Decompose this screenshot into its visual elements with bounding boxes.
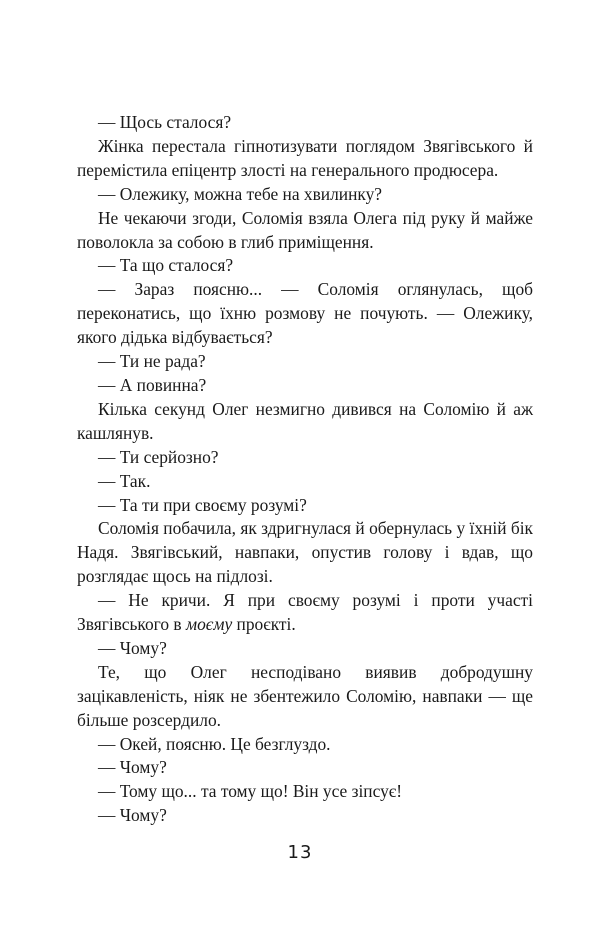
paragraph-text-before: — Не кричи. Я при своєму розумі і проти участі Звягівського в xyxy=(77,590,533,635)
paragraph: — Ти серйозно? xyxy=(98,446,219,467)
paragraph: — Тому що... та тому що! Він усе зіпсує! xyxy=(98,781,403,802)
paragraph: Соломія побачила, як здригнулася й обернулась у їхній бік Надя. Звягівський, навпаки, опустив голову і вдав, що розглядає щось на підлозі. xyxy=(77,518,533,587)
paragraph: — Зараз поясню... — Соломія оглянулась, щоб переконатись, що їхню розмову не почують. — Олежику, якого дідька відбувається? xyxy=(77,279,533,348)
paragraph: — Чому? xyxy=(98,757,167,778)
page-text xyxy=(77,111,533,828)
paragraph: — Та ти при своєму розумі? xyxy=(98,494,307,515)
paragraph-text-after: проєкті. xyxy=(232,614,296,635)
paragraph: — Чому? xyxy=(98,805,167,826)
paragraph: — Так. xyxy=(98,470,151,491)
paragraph: — Чому? xyxy=(98,637,167,658)
paragraph: — Та що сталося? xyxy=(98,255,234,276)
paragraph: Жінка перестала гіпнотизувати поглядом Звягівського й перемістила епіцентр злості на генерального продюсера. xyxy=(77,135,533,180)
paragraph: — Олежику, можна тебе на хвилинку? xyxy=(98,183,383,204)
paragraph-with-emphasis xyxy=(77,589,533,637)
paragraph: Те, що Олег несподівано виявив добродушну зацікавленість, ніяк не збентежило Соломію, навпаки — ще більше розсердило. xyxy=(77,661,533,730)
paragraph: — Щось сталося? xyxy=(98,112,232,132)
page-number: 13 xyxy=(287,842,313,863)
paragraph: — Окей, поясню. Це безглуздо. xyxy=(98,733,331,754)
paragraph: Не чекаючи згоди, Соломія взяла Олега під руку й майже поволокла за собою в глиб приміщення. xyxy=(77,207,533,252)
paragraph: — Ти не рада? xyxy=(98,351,206,372)
paragraph: Кілька секунд Олег незмигно дивився на Соломію й аж кашлянув. xyxy=(77,398,533,443)
emphasized-word: моєму xyxy=(185,614,233,635)
paragraph: — А повинна? xyxy=(98,374,207,395)
